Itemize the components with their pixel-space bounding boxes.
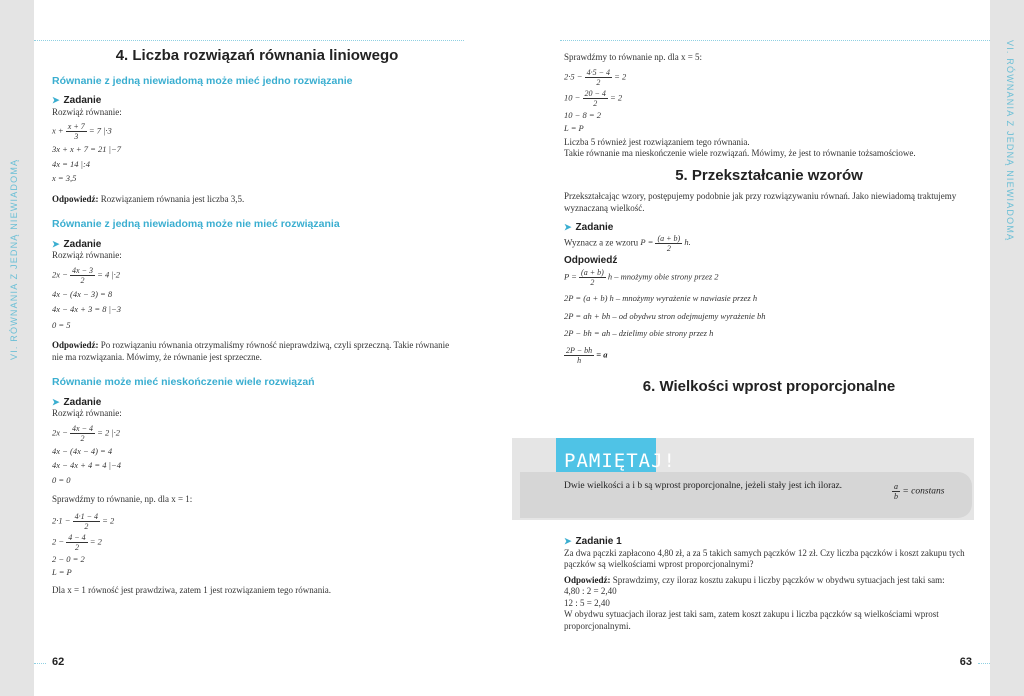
page-number-rule xyxy=(978,663,990,664)
answer-5-result: $\frac{2P - bh}{h}$ = a xyxy=(566,345,608,365)
remember-title: PAMIĘTAJ! xyxy=(564,450,676,472)
check-line: 10 − 8 = 2 xyxy=(564,109,601,120)
s2-answer: Odpowiedź: Po rozwiązaniu równania otrzymaliśmy równość nieprawdziwą, czyli sprzeczną. Takie równanie nie ma rozwiązania. Mówimy, że równanie jest sprzeczne. xyxy=(52,340,450,362)
arrow-icon: ➤ xyxy=(52,238,60,249)
s3-instruction: Rozwiąż równanie: xyxy=(52,408,122,418)
remember-text: Dwie wielkości a i b są wprost proporcjonalne, jeżeli stały jest ich iloraz. xyxy=(564,481,843,491)
answer-5-step: 2P = ah + bh – od obydwu stron odejmujemy wyrażenie bh xyxy=(564,310,766,321)
check-text-2: Takie równanie ma nieskończenie wiele rozwiązań. Mówimy, że jest to równanie tożsamościowe. xyxy=(564,148,916,158)
s1-line: x = 3,5 xyxy=(52,173,77,183)
arrow-icon: ➤ xyxy=(52,396,60,407)
s3-task: ➤ Zadanie xyxy=(52,396,102,408)
s2-line: 0 = 5 xyxy=(52,319,71,330)
check-eq1: 2·5 − $\frac{4\cdot 5 - 4}{2}$ = 2 xyxy=(564,67,627,87)
section-6-title: 6. Wielkości wprost proporcjonalne xyxy=(642,377,896,395)
left-page xyxy=(34,0,512,696)
s3-check-eq1: 2·1 − $\frac{4\cdot 1 - 4}{2}$ = 2 xyxy=(52,511,115,531)
answer-5-step: 2P − bh = ah – dzielimy obie strony przez h xyxy=(564,328,714,338)
s1-line: 3x + x + 7 = 21 |−7 xyxy=(52,144,121,154)
check-text-1: Liczba 5 również jest rozwiązaniem tego równania. xyxy=(564,136,750,147)
answer-5-step: 2P = (a + b) h – mnożymy wyrażenie w nawiasie przez h xyxy=(564,293,758,303)
s3-check-line: 2 − 0 = 2 xyxy=(52,553,85,564)
left-chapter-label: VI. RÓWNANIA Z JEDNĄ NIEWIADOMĄ xyxy=(9,158,19,360)
s1-answer: Odpowiedź: Rozwiązaniem równania jest liczba 3,5. xyxy=(52,193,245,204)
s2-line: 4x − 4x + 3 = 8 |−3 xyxy=(52,304,121,314)
s1-instruction: Rozwiąż równanie: xyxy=(52,106,122,117)
answer-6-line: 12 : 5 = 2,40 xyxy=(564,597,610,608)
section-5-title: 5. Przekształcanie wzorów xyxy=(675,166,863,184)
right-page-number: 63 xyxy=(959,656,972,668)
s3-line: 4x − 4x + 4 = 4 |−4 xyxy=(52,460,121,470)
top-dotted-rule xyxy=(34,40,464,41)
answer-6-end: W obydwu sytuacjach iloraz jest taki sam, zatem koszt zakupu i liczba pączków są wielkościami wprost proporcjonalnymi. xyxy=(564,609,939,631)
section-4-title: 4. Liczba rozwiązań równania liniowego xyxy=(115,47,399,64)
s3-conclusion: Dla x = 1 równość jest prawdziwa, zatem 1 jest rozwiązaniem tego równania. xyxy=(52,584,331,595)
s1-heading: Równanie z jedną niewiadomą może mieć jedno rozwiązanie xyxy=(52,74,353,87)
arrow-icon: ➤ xyxy=(564,536,572,546)
s3-check-eq2: 2 − $\frac{4 - 4}{2}$ = 2 xyxy=(52,532,102,552)
s3-check-line: L = P xyxy=(52,567,72,577)
task-6: ➤ Zadanie 1 xyxy=(564,536,622,547)
arrow-icon: ➤ xyxy=(564,222,572,232)
s1-line: 4x = 14 |:4 xyxy=(52,158,91,169)
section-5-intro: Przekształcając wzory, postępujemy podobnie jak przy rozwiązywaniu równań. Jako niewiadomą traktujemy wyznaczaną wielkość. xyxy=(564,191,957,213)
s2-line: 4x − (4x − 3) = 8 xyxy=(52,288,113,299)
right-page xyxy=(512,0,990,696)
s2-heading: Równanie z jedną niewiadomą może nie mieć rozwiązania xyxy=(52,218,340,230)
s1-task: ➤ Zadanie xyxy=(52,95,102,106)
answer-5-label: Odpowiedź xyxy=(564,254,618,266)
s3-equation: 2x − $\frac{4x - 4}{2}$ = 2 |·2 xyxy=(52,423,121,443)
top-dotted-rule xyxy=(560,40,990,41)
remember-box xyxy=(512,438,974,520)
check-eq2: 10 − $\frac{20 - 4}{2}$ = 2 xyxy=(564,88,623,108)
s3-line: 4x − (4x − 4) = 4 xyxy=(52,445,113,456)
s3-heading: Równanie może mieć nieskończenie wiele rozwiązań xyxy=(52,376,315,388)
answer-6: Odpowiedź: Sprawdzimy, czy iloraz kosztu zakupu i liczby pączków w obydwu sytuacjach jest taki sam: xyxy=(564,574,945,585)
answer-5-step: P = $\frac{(a + b)}{2}$ h – mnożymy obie strony przez 2 xyxy=(564,268,719,287)
arrow-icon: ➤ xyxy=(52,95,60,105)
task-6-text: Za dwa pączki zapłacono 4,80 zł, a za 5 takich samych pączków 12 zł. Czy liczba pączków i koszt zakupu tych pączków są wielkościami wprost proporcjonalnymi? xyxy=(564,547,965,569)
check-intro: Sprawdźmy to równanie np. dla x = 5: xyxy=(564,52,703,62)
page-number-rule xyxy=(34,663,46,664)
s2-instruction: Rozwiąż równanie: xyxy=(52,250,122,260)
s3-check: Sprawdźmy to równanie, np. dla x = 1: xyxy=(52,494,193,504)
remember-formula: $\frac{a}{b}$ = constans xyxy=(894,482,945,501)
s3-line: 0 = 0 xyxy=(52,474,71,485)
s2-equation: 2x − $\frac{4x - 3}{2}$ = 4 |·2 xyxy=(52,265,121,285)
left-page-number: 62 xyxy=(52,656,65,668)
answer-6-line: 4,80 : 2 = 2,40 xyxy=(564,586,617,596)
task-5: ➤ Zadanie xyxy=(564,222,614,233)
s1-equation: x + $\frac{x + 7}{3}$ = 7 |·3 xyxy=(52,122,112,141)
task-5-text: Wyznacz a ze wzoru P = $\frac{(a + b)}{2}$ h. xyxy=(564,233,691,253)
check-line: L = P xyxy=(564,123,584,133)
right-chapter-label: VI. RÓWNANIA Z JEDNĄ NIEWIADOMĄ xyxy=(1005,40,1015,242)
s2-task: ➤ Zadanie xyxy=(52,238,102,250)
